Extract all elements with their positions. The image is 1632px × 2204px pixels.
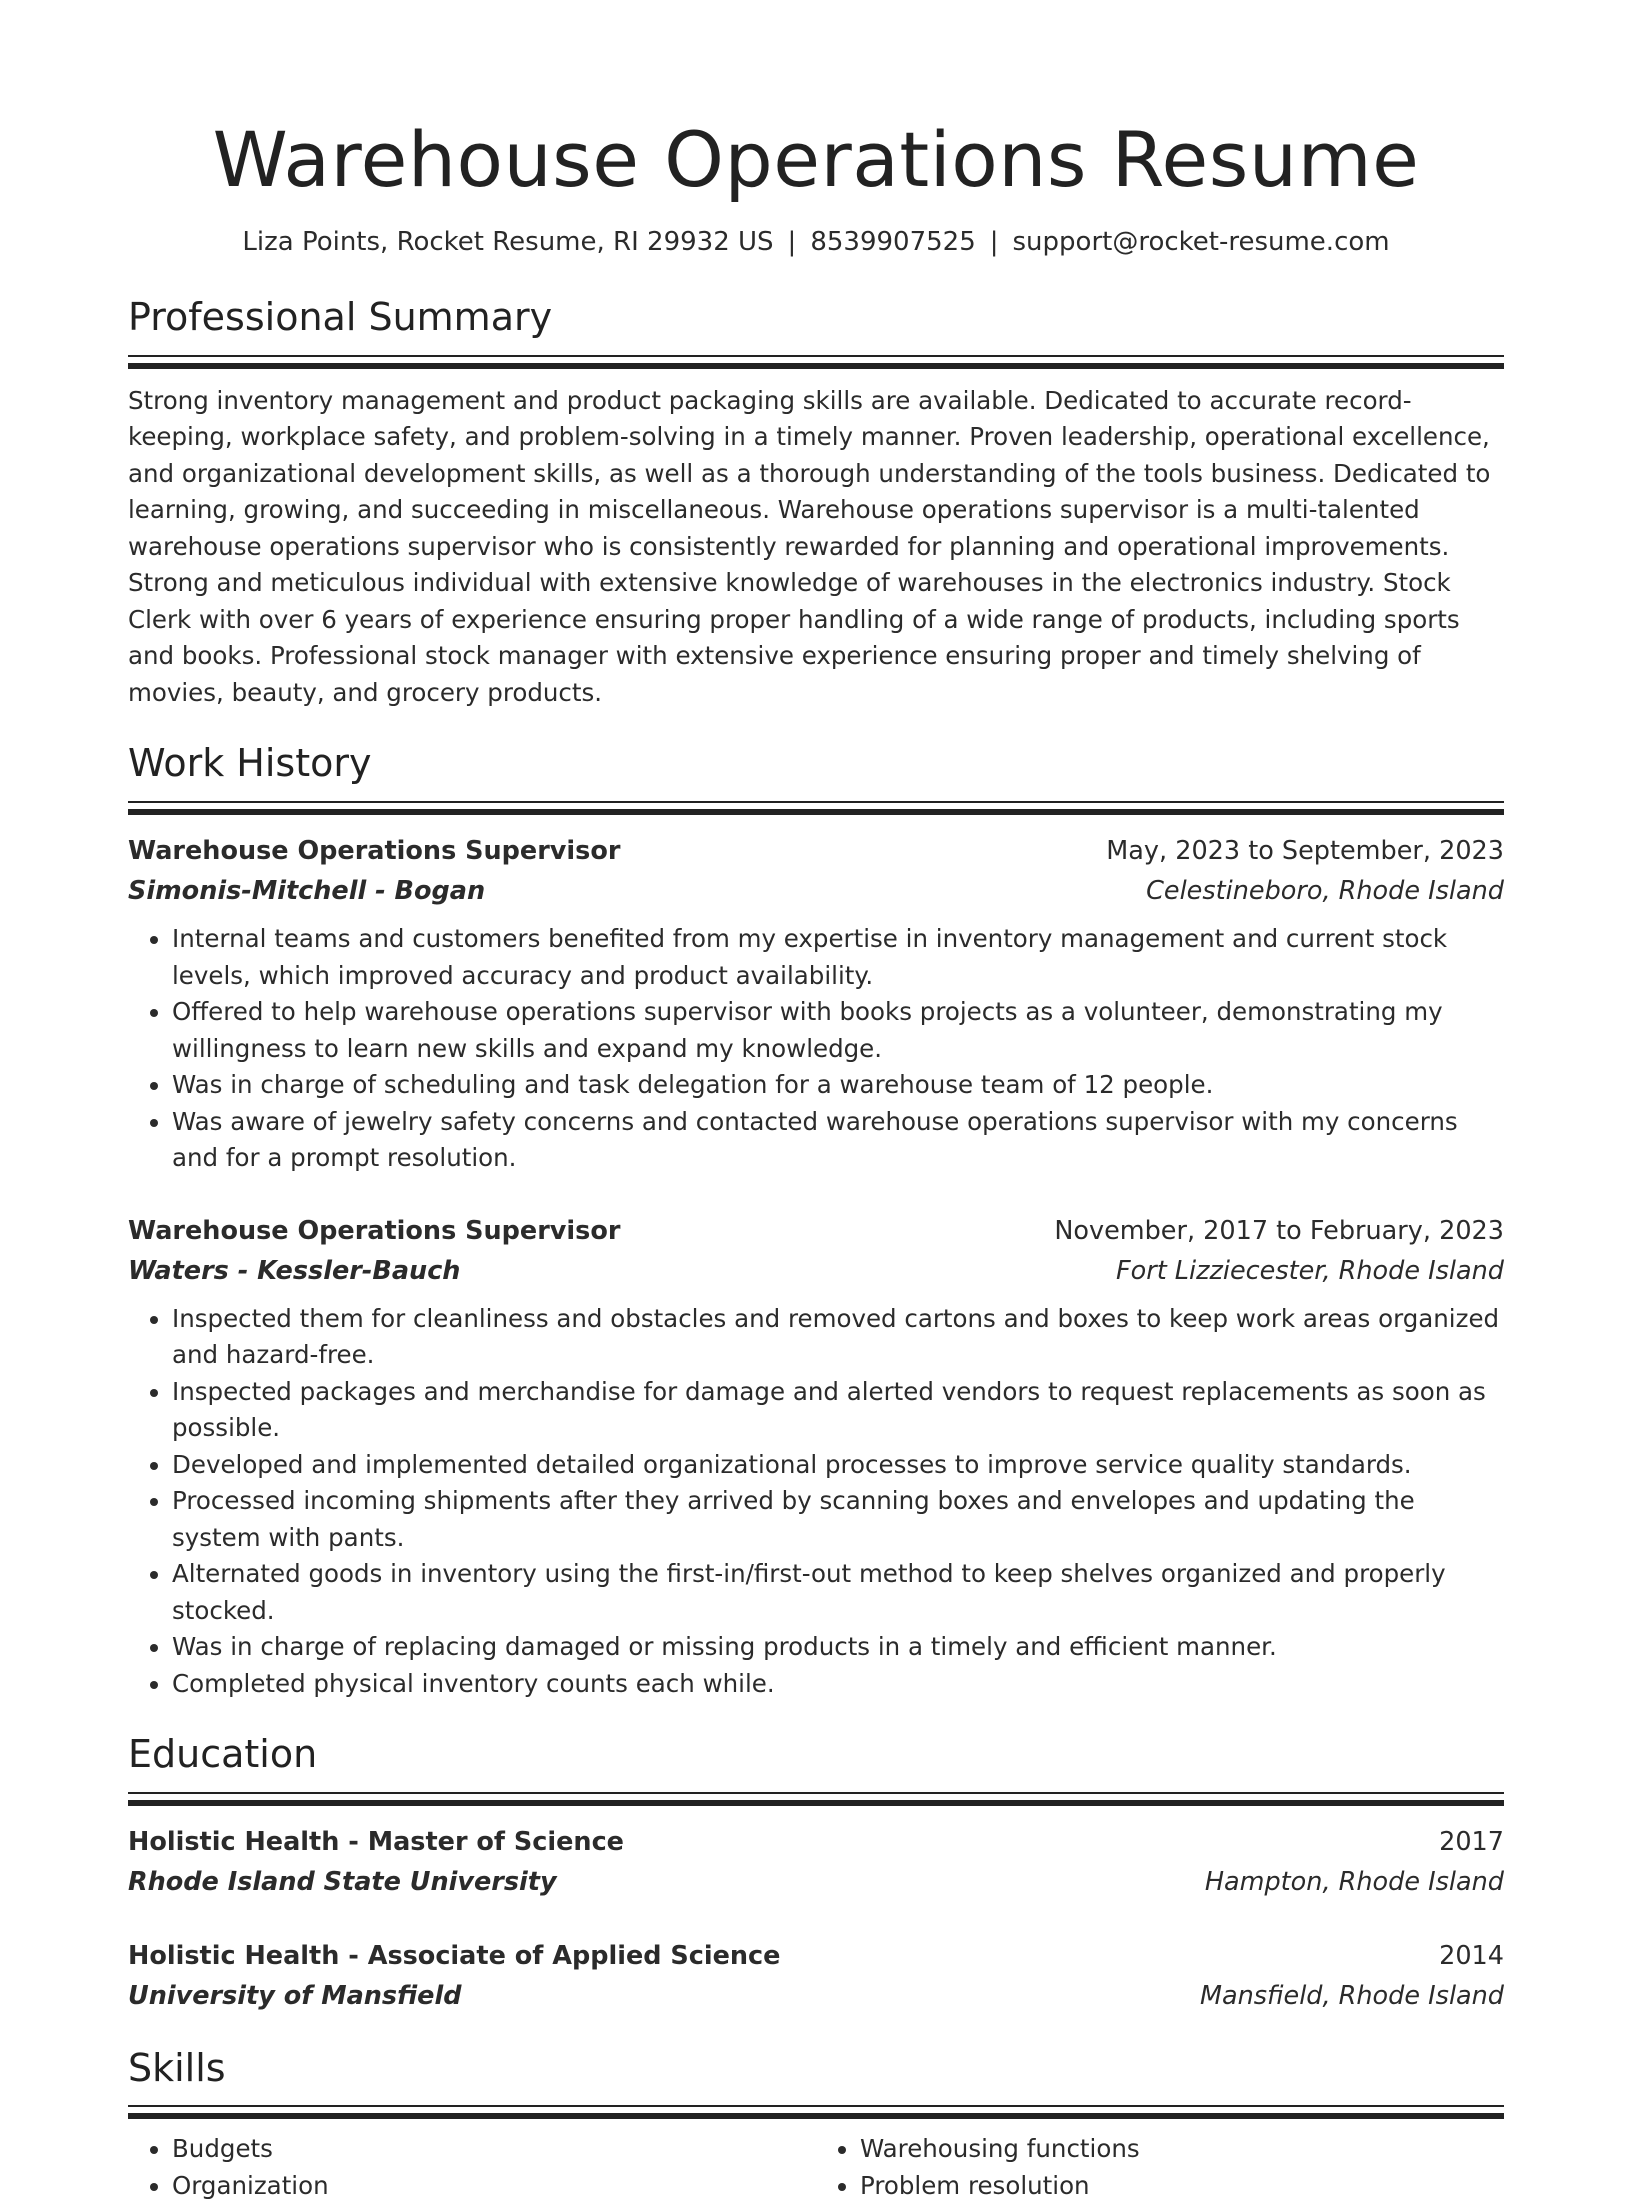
job-dates: May, 2023 to September, 2023 [1106,836,1504,867]
job-dates: November, 2017 to February, 2023 [1054,1215,1504,1246]
contact-separator: | [787,226,797,257]
skills-list [128,2131,816,2204]
job-location: Fort Lizziecester, Rhode Island [1115,1255,1504,1286]
section-divider-thin [128,801,1504,803]
job-header-row [128,831,1504,871]
education-school-row [128,1862,1504,1902]
skill-item: • Warehousing functions [860,2131,1504,2168]
section-heading-skills: Skills [128,2045,226,2090]
contact-email: support@rocket-resume.com [1012,226,1390,257]
contact-phone: 8539907525 [810,226,976,257]
job-bullet-list [128,921,1504,1177]
section-divider-thick [128,1800,1504,1806]
education-school: Rhode Island State University [128,1866,557,1897]
contact-separator: | [989,226,999,257]
skill-item: • Budgets [172,2131,816,2168]
job-header-row [128,1211,1504,1251]
education-school: University of Mansfield [128,1980,462,2011]
job-location: Celestineboro, Rhode Island [1146,876,1504,907]
job-company-row [128,871,1504,911]
section-divider-thick [128,363,1504,369]
skills-column-left [128,2131,816,2204]
summary-section [128,295,1504,711]
education-location: Mansfield, Rhode Island [1199,1980,1504,2011]
section-divider-thin [128,1792,1504,1794]
summary-text: Strong inventory management and product packaging skills are available. Dedicated to accurate record-keeping, workplace safety, and problem-solving in a timely manner. Proven leadership, operational excellence, and organizational development skills, as well as a thorough understanding of the tools business. Dedicated to learning, growing, and succeeding in miscellaneous. Warehouse operations supervisor is a multi-talented warehouse operations supervisor who is consistently rewarded for planning and operational improvements. Strong and meticulous individual with extensive knowledge of warehouses in the electronics industry. Stock Clerk with over 6 years of experience ensuring proper handling of a wide range of products, including sports and books. Professional stock manager with extensive experience ensuring proper and timely shelving of movies, beauty, and grocery products. [128,385,1491,707]
job-entry [128,831,1504,1177]
skill-item: • Problem resolution [860,2168,1504,2204]
section-divider-thin [128,355,1504,357]
resume-title: Warehouse Operations Resume [212,115,1420,204]
job-entry [128,1211,1504,1703]
job-bullet: • Internal teams and customers benefited from my expertise in inventory management and current stock levels, which improved accuracy and product availability. [172,921,1504,994]
education-school-row [128,1976,1504,2016]
contact-line [128,226,1504,260]
job-bullet: • Alternated goods in inventory using the first-in/first-out method to keep shelves organized and properly stocked. [172,1556,1504,1629]
job-bullet: • Processed incoming shipments after they arrived by scanning boxes and envelopes and updating the system with pants. [172,1483,1504,1556]
skill-item: • Organization [172,2168,816,2204]
education-header-row [128,1822,1504,1862]
job-bullet: • Completed physical inventory counts each while. [172,1666,1504,1703]
skills-column-right [816,2131,1504,2204]
work-history-section [128,741,1504,1702]
education-year: 2014 [1439,1940,1504,1971]
education-entry [128,1936,1504,2016]
section-divider-thick [128,809,1504,815]
job-title: Warehouse Operations Supervisor [128,1215,621,1246]
job-bullet: • Inspected packages and merchandise for damage and alerted vendors to request replacements as soon as possible. [172,1374,1504,1447]
job-bullet: • Was in charge of replacing damaged or missing products in a timely and efficient manner. [172,1629,1504,1666]
job-bullet: • Was aware of jewelry safety concerns and contacted warehouse operations supervisor with my concerns and for a prompt resolution. [172,1104,1504,1177]
education-header-row [128,1936,1504,1976]
job-company: Waters - Kessler-Bauch [128,1255,461,1286]
skills-section [128,2046,1504,2204]
education-year: 2017 [1439,1826,1504,1857]
section-divider-thin [128,2105,1504,2107]
section-heading-education: Education [128,1732,318,1777]
section-heading-work-history: Work History [128,741,372,786]
education-entry [128,1822,1504,1902]
education-section [128,1732,1504,2016]
job-bullet: • Offered to help warehouse operations supervisor with books projects as a volunteer, demonstrating my willingness to learn new skills and expand my knowledge. [172,994,1504,1067]
job-title: Warehouse Operations Supervisor [128,836,621,867]
job-company-row [128,1251,1504,1291]
skills-list [816,2131,1504,2204]
job-company: Simonis-Mitchell - Bogan [128,876,486,907]
section-divider-thick [128,2113,1504,2119]
contact-address: Liza Points, Rocket Resume, RI 29932 US [242,226,774,257]
job-bullet: • Was in charge of scheduling and task delegation for a warehouse team of 12 people. [172,1067,1504,1104]
skills-grid [128,2131,1504,2204]
section-heading-summary: Professional Summary [128,295,553,340]
job-bullet: • Developed and implemented detailed organizational processes to improve service quality standards. [172,1447,1504,1484]
job-bullet-list [128,1301,1504,1703]
education-degree: Holistic Health - Master of Science [128,1826,624,1857]
education-location: Hampton, Rhode Island [1204,1866,1504,1897]
education-degree: Holistic Health - Associate of Applied Science [128,1940,781,1971]
job-bullet: • Inspected them for cleanliness and obstacles and removed cartons and boxes to keep work areas organized and hazard-free. [172,1301,1504,1374]
